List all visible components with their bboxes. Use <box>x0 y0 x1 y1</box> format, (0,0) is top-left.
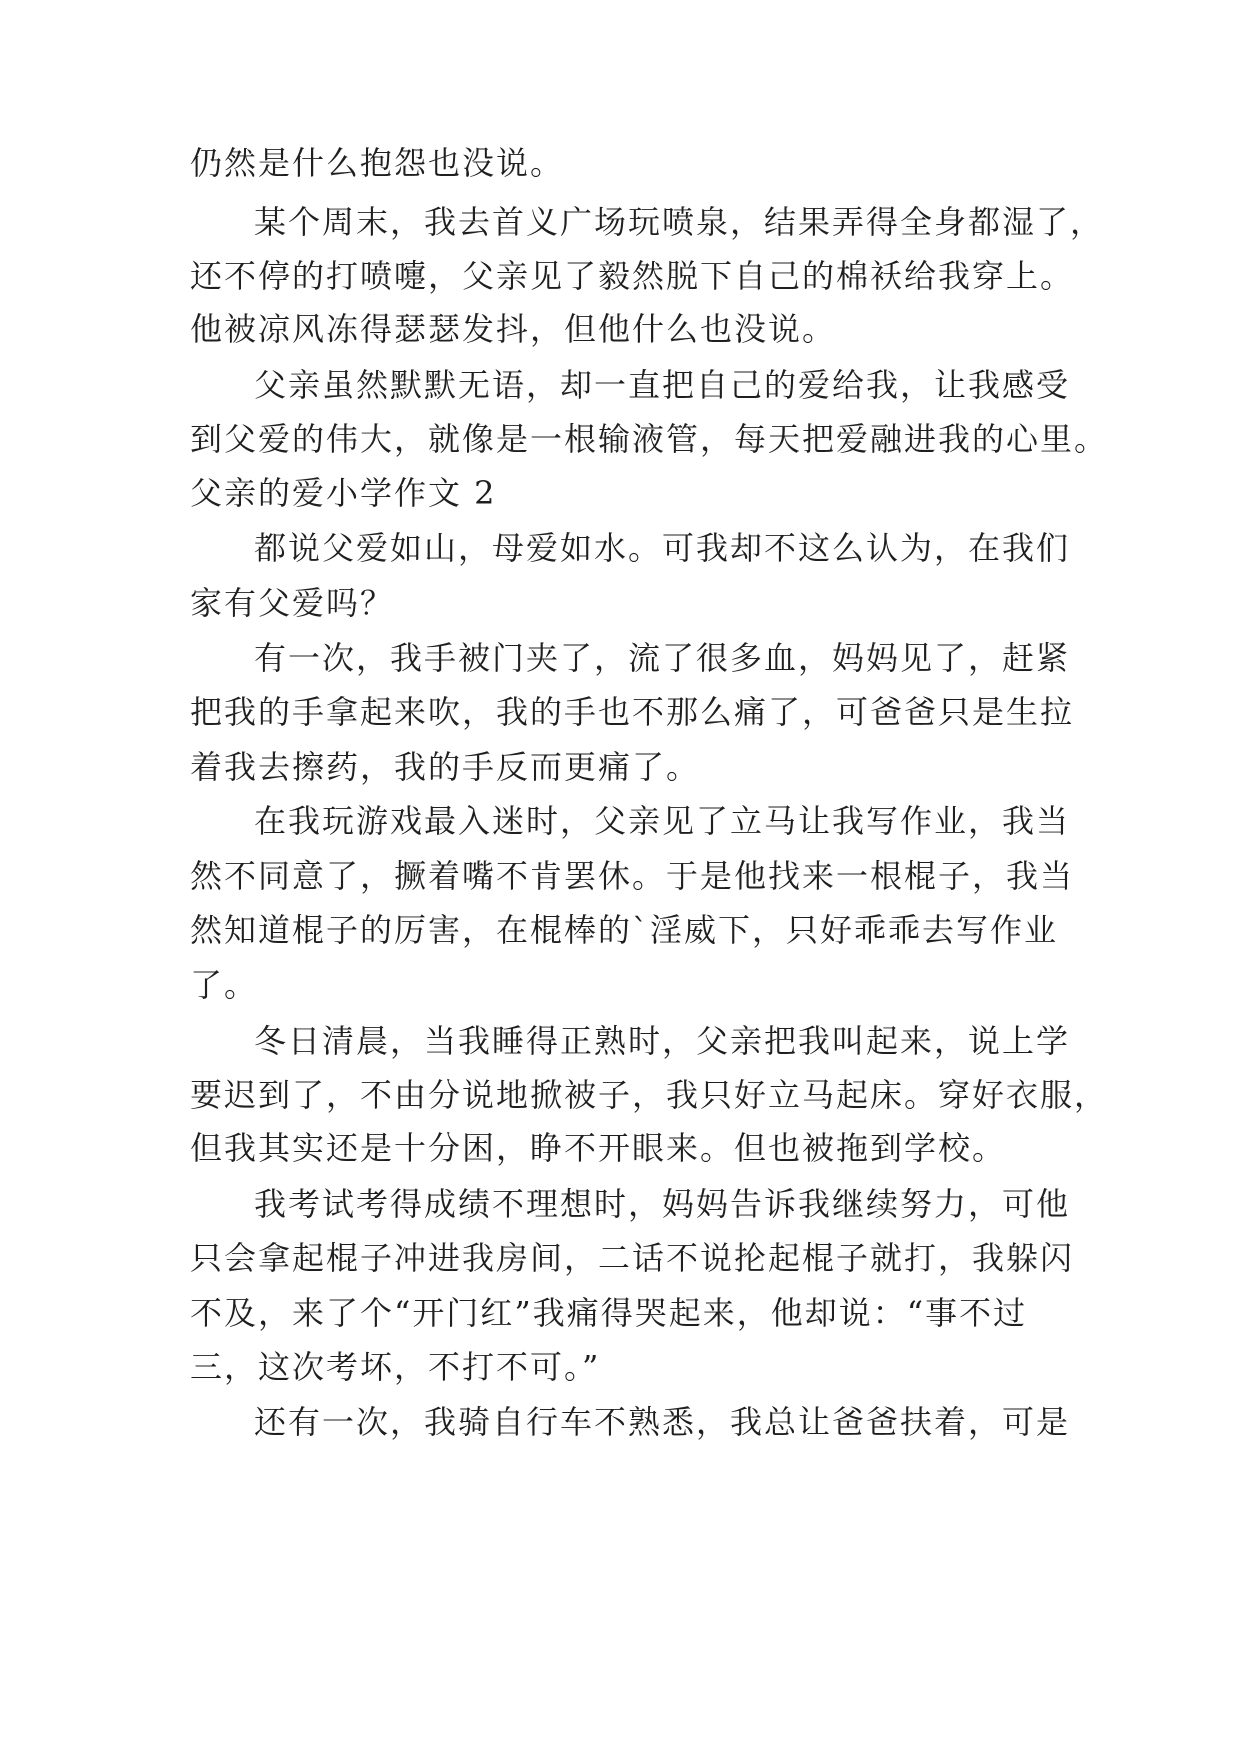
text-line: 了。 <box>190 966 259 1004</box>
text-line: 然不同意了，撅着嘴不肯罢休。于是他找来一根棍子，我当 <box>190 857 1075 895</box>
text-line: 到父爱的伟大，就像是一根输液管，每天把爱融进我的心里。 <box>190 420 1109 458</box>
text-line: 有一次，我手被门夹了，流了很多血，妈妈见了，赶紧 <box>254 639 1071 677</box>
text-line: 家有父爱吗？ <box>190 584 395 622</box>
text-line: 在我玩游戏最入迷时，父亲见了立马让我写作业，我当 <box>254 802 1071 840</box>
text-line: 还有一次，我骑自行车不熟悉，我总让爸爸扶着，可是 <box>254 1403 1071 1441</box>
text-line: 着我去擦药，我的手反而更痛了。 <box>190 748 701 786</box>
text-line: 都说父爱如山，母爱如水。可我却不这么认为，在我们 <box>254 529 1071 567</box>
text-line: 他被凉风冻得瑟瑟发抖，但他什么也没说。 <box>190 310 837 348</box>
text-line: 把我的手拿起来吹，我的手也不那么痛了，可爸爸只是生拉 <box>190 693 1075 731</box>
text-line: 冬日清晨，当我睡得正熟时，父亲把我叫起来，说上学 <box>254 1022 1071 1060</box>
text-line: 不及，来了个“开门红”我痛得哭起来，他却说：“事不过 <box>190 1294 1028 1332</box>
text-line: 要迟到了，不由分说地掀被子，我只好立马起床。穿好衣服， <box>190 1076 1109 1114</box>
text-line: 某个周末，我去首义广场玩喷泉，结果弄得全身都湿了， <box>254 203 1105 241</box>
text-line: 三，这次考坏，不打不可。” <box>190 1348 601 1386</box>
text-line: 我考试考得成绩不理想时，妈妈告诉我继续努力，可他 <box>254 1185 1071 1223</box>
section-heading: 父亲的爱小学作文 2 <box>190 474 497 512</box>
text-line: 然知道棍子的厉害，在棍棒的`淫威下，只好乖乖去写作业 <box>190 911 1059 949</box>
text-line: 父亲虽然默默无语，却一直把自己的爱给我，让我感受 <box>254 366 1071 404</box>
text-line: 还不停的打喷嚏，父亲见了毅然脱下自己的棉袄给我穿上。 <box>190 257 1075 295</box>
text-line: 仍然是什么抱怨也没说。 <box>190 144 565 182</box>
text-line: 但我其实还是十分困，睁不开眼来。但也被拖到学校。 <box>190 1129 1007 1167</box>
text-line: 只会拿起棍子冲进我房间，二话不说抡起棍子就打，我躲闪 <box>190 1239 1075 1277</box>
